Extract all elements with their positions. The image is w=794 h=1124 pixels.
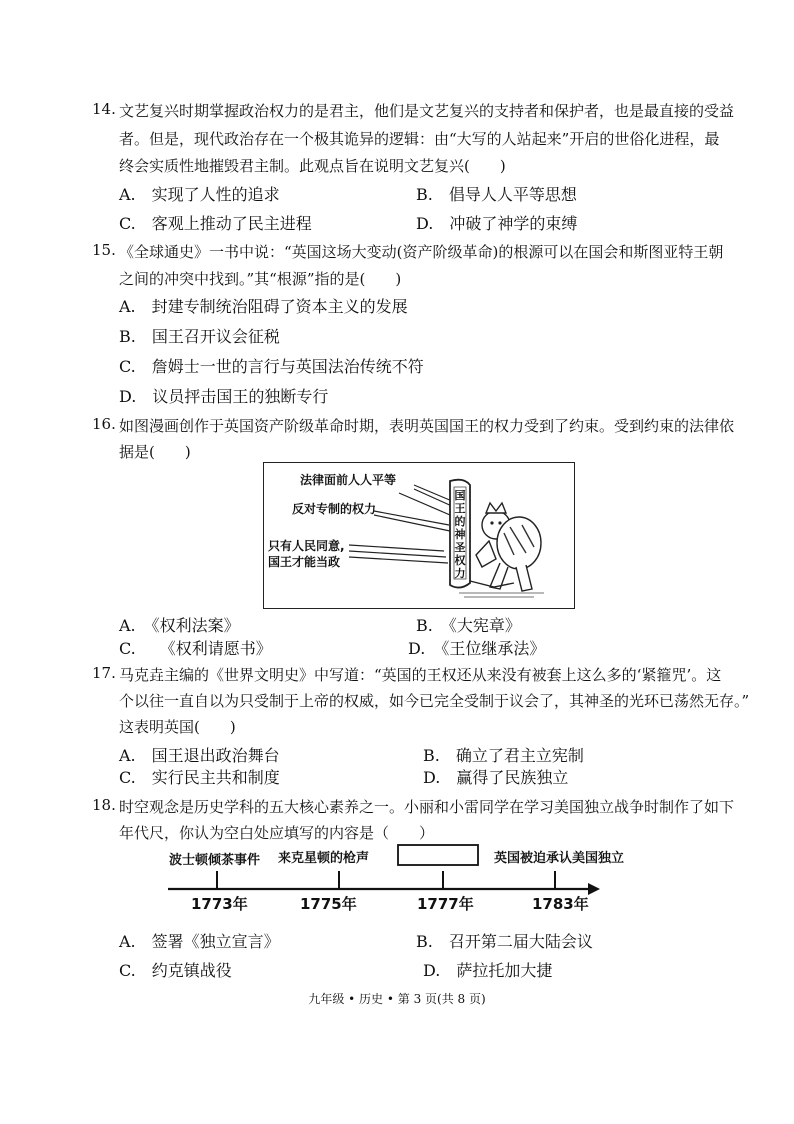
shield-char: 神: [454, 528, 466, 541]
q18-option-b: B. 召开第二届大陆会议: [416, 932, 593, 951]
shield-char: 权: [454, 554, 466, 567]
q17-option-b: B. 确立了君主立宪制: [423, 746, 584, 765]
q14-option-b: B. 倡导人人平等思想: [416, 185, 577, 204]
q15-option-a: A. 封建专制统治阻碍了资本主义的发展: [119, 297, 408, 316]
q18-line-1: 时空观念是历史学科的五大核心素养之一。小丽和小雷同学在学习美国独立战争时制作了如下: [119, 798, 735, 816]
q17-number: 17.: [92, 664, 116, 682]
q14-line-2: 者。但是，现代政治存在一个极其诡异的逻辑：由“大写的人站起来”开启的世俗化进程，最: [119, 130, 720, 148]
shield-char: 圣: [454, 541, 466, 554]
shield-char: 王: [454, 502, 466, 515]
q16-option-d: D. 《王位继承法》: [408, 639, 546, 658]
timeline-year-1775: 1775年: [300, 895, 357, 913]
q15-line-1: 《全球通史》一书中说：“英国这场大变动(资产阶级革命)的根源可以在国会和斯图亚特王朝: [119, 243, 724, 261]
q14-line-3: 终会实质性地摧毁君主制。此观点旨在说明文艺复兴( ): [119, 157, 506, 175]
timeline-event-1775: 来克星顿的枪声: [278, 851, 370, 866]
q18-line-2: 年代尺，你认为空白处应填写的内容是（ ）: [119, 824, 435, 842]
q14-option-c: C. 客观上推动了民主进程: [119, 214, 312, 233]
timeline-year-1773: 1773年: [191, 895, 248, 913]
timeline-event-1773: 波士顿倾茶事件: [169, 853, 261, 868]
cartoon-caption-anti-tyranny: 反对专制的权力: [292, 502, 377, 516]
page-footer: 九年级 • 历史 • 第 3 页(共 8 页): [308, 992, 486, 1006]
q16-option-c: C. 《权利请愿书》: [119, 639, 272, 658]
shield-char: 的: [454, 515, 466, 528]
q16-number: 16.: [92, 415, 116, 433]
q16-option-a: A. 《权利法案》: [119, 616, 240, 635]
cartoon-caption-consent-1: 只有人民同意,: [268, 539, 345, 553]
timeline-blank-box: [398, 845, 478, 865]
q18-option-a: A. 签署《独立宣言》: [119, 932, 280, 951]
q14-number: 14.: [92, 100, 116, 118]
q17-option-d: D. 赢得了民族独立: [423, 768, 569, 787]
q18-number: 18.: [92, 796, 116, 814]
q14-line-1: 文艺复兴时期掌握政治权力的是君主，他们是文艺复兴的支持者和保护者，也是最直接的受益: [119, 102, 735, 120]
shield-char: 国: [454, 489, 466, 502]
q17-line-1: 马克垚主编的《世界文明史》中写道：“英国的王权还从来没有被套上这么多的‘紧箍咒’。这: [119, 666, 722, 684]
q16-line-2: 据是( ): [119, 443, 191, 461]
q15-line-2: 之间的冲突中找到。”其“根源”指的是( ): [119, 270, 402, 288]
timeline-event-1783: 英国被迫承认美国独立: [494, 851, 625, 866]
q17-option-c: C. 实行民主共和制度: [119, 768, 280, 787]
cartoon-king-power: [263, 462, 575, 609]
q14-option-d: D. 冲破了神学的束缚: [416, 214, 578, 233]
shield-char: 力: [454, 567, 466, 580]
q16-option-b: B. 《大宪章》: [416, 616, 521, 635]
timeline-year-1777: 1777年: [417, 895, 474, 913]
cartoon-caption-consent-2: 国王才能当政: [268, 555, 341, 569]
q16-line-1: 如图漫画创作于英国资产阶级革命时期，表明英国国王的权力受到了约束。受到约束的法律依: [119, 417, 735, 435]
q15-option-c: C. 詹姆士一世的言行与英国法治传统不符: [119, 357, 424, 376]
q18-option-d: D. 萨拉托加大捷: [423, 961, 553, 980]
q17-line-2: 个以往一直自以为只受制于上帝的权威，如今已完全受制于议会了，其神圣的光环已荡然无存。”: [119, 692, 750, 710]
timeline: [160, 842, 625, 917]
q15-option-d: D. 议员抨击国王的独断专行: [119, 387, 329, 406]
q17-option-a: A. 国王退出政治舞台: [119, 746, 280, 765]
q15-number: 15.: [92, 241, 116, 259]
timeline-year-1783: 1783年: [532, 895, 589, 913]
q17-line-3: 这表明英国( ): [119, 718, 236, 736]
q18-option-c: C. 约克镇战役: [119, 961, 232, 980]
cartoon-caption-equality: 法律面前人人平等: [300, 473, 397, 487]
q15-option-b: B. 国王召开议会征税: [119, 327, 280, 346]
shield-label: [453, 489, 467, 580]
q14-option-a: A. 实现了人性的追求: [119, 185, 280, 204]
